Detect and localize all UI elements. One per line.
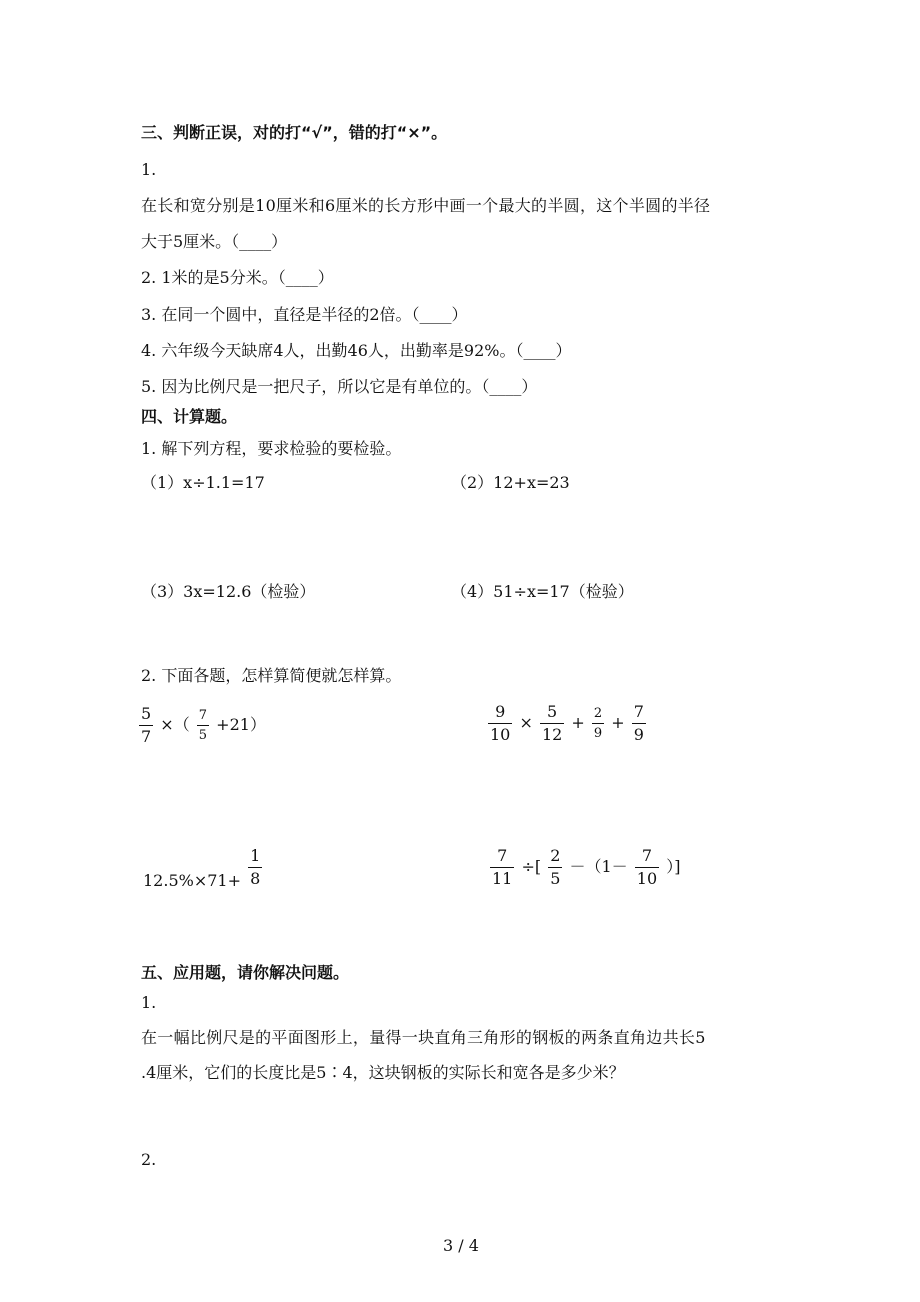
- question-text: 5. 因为比例尺是一把尺子，所以它是有单位的。（____）: [141, 377, 538, 396]
- expression: 12.5%×71+ $\frac{1}{8}$: [143, 846, 261, 890]
- fraction: $\frac{5}{12}$: [541, 702, 563, 744]
- equation: （4）51÷x=17（检验）: [451, 582, 634, 601]
- question-number: 1.: [141, 160, 157, 179]
- fraction: $\frac{5}{7}$: [141, 704, 152, 746]
- question-text: 在长和宽分别是10厘米和6厘米的长方形中画一个最大的半圆，这个半圆的半径: [141, 196, 711, 215]
- equation: （1）x÷1.1=17: [141, 473, 265, 492]
- fraction: $\frac{7}{10}$: [636, 846, 658, 888]
- fraction: $\frac{7}{11}$: [492, 846, 513, 888]
- equation: （3）3x=12.6（检验）: [141, 582, 316, 601]
- section-3-heading: 三、判断正误，对的打“√”，错的打“×”。: [141, 123, 448, 142]
- page-number: 3 / 4: [443, 1236, 479, 1255]
- question-number: 2.: [141, 1150, 157, 1169]
- fraction: $\frac{2}{9}$: [593, 706, 603, 741]
- fraction: $\frac{7}{5}$: [198, 708, 208, 743]
- fraction: $\frac{1}{8}$: [250, 846, 261, 888]
- question-number: 1.: [141, 993, 157, 1012]
- section-5-heading: 五、应用题，请你解决问题。: [141, 963, 350, 982]
- fraction: $\frac{7}{9}$: [633, 702, 644, 744]
- question-text: 2. 1米的是5分米。（____）: [141, 268, 334, 287]
- question-text: 1. 解下列方程，要求检验的要检验。: [141, 439, 402, 458]
- expression: $\frac{7}{11}$ ÷[ $\frac{2}{5}$ －（1－ $\frac{7}{10}$ ）]: [492, 846, 681, 888]
- expression: $\frac{5}{7}$ ×（ $\frac{7}{5}$ +21）: [141, 704, 266, 746]
- question-text: 大于5厘米。（____）: [141, 232, 288, 251]
- section-4-heading: 四、计算题。: [141, 407, 238, 426]
- fraction: $\frac{2}{5}$: [550, 846, 561, 888]
- equation: （2）12+x=23: [451, 473, 570, 492]
- question-text: 4. 六年级今天缺席4人，出勤46人，出勤率是92%。（____）: [141, 341, 572, 360]
- question-text: 3. 在同一个圆中，直径是半径的2倍。（____）: [141, 305, 468, 324]
- expression: $\frac{9}{10}$ × $\frac{5}{12}$ + $\frac{2}{9}$ + $\frac{7}{9}$: [490, 702, 644, 744]
- fraction: $\frac{9}{10}$: [490, 702, 511, 744]
- question-text: .4厘米，它们的长度比是5∶4，这块钢板的实际长和宽各是多少米？: [141, 1063, 625, 1082]
- question-text: 在一幅比例尺是的平面图形上，量得一块直角三角形的钢板的两条直角边共长5: [141, 1028, 706, 1047]
- question-text: 2. 下面各题，怎样算简便就怎样算。: [141, 666, 402, 685]
